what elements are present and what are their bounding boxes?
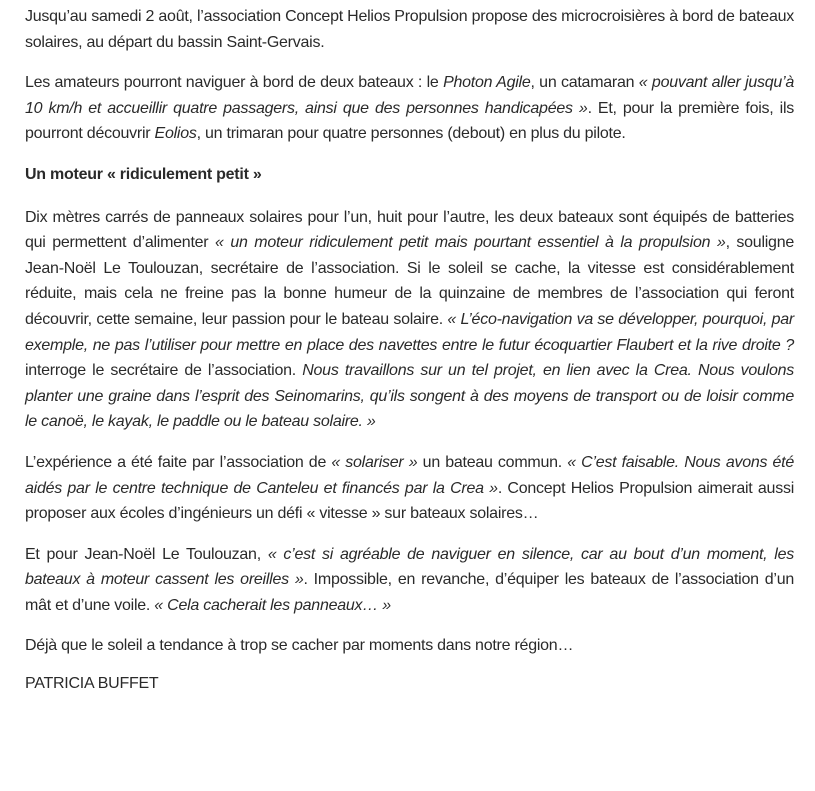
- section-heading: Un moteur « ridiculement petit »: [25, 165, 262, 183]
- italic-text-run: « Cela cacherait les panneaux… »: [154, 596, 391, 614]
- italic-text-run: « solariser »: [331, 453, 418, 471]
- italic-text-run: « un moteur ridiculement petit mais pourtant essentiel à la propulsion »: [215, 234, 726, 252]
- italic-text-run: Photon Agile: [443, 74, 531, 92]
- text-run: . Et, pour la première fois, ils pourront découvrir: [25, 99, 795, 143]
- text-run: L’expérience a été faite par l’association de: [25, 453, 332, 471]
- italic-text-run: « pouvant aller jusqu’à 10 km/h et accueillir quatre passagers, ainsi que des personnes handicapées »: [25, 74, 795, 117]
- text-run: un bateau commun.: [417, 453, 568, 471]
- text-run: interroge le secrétaire de l’association.: [25, 362, 303, 380]
- article-body: [25, 4, 794, 712]
- italic-text-run: Nous travaillons sur un tel projet, en lien avec la Crea. Nous voulons planter une graine dans l’esprit des Seinomarins, qu’ils songent à des moyens de transport ou de loisir comme le canoë, le kayak, le paddle ou le bateau solaire. »: [25, 362, 794, 431]
- text-run: Jusqu’au samedi 2 août, l’association Concept Helios Propulsion propose des microcroisières à bord de bateaux solaires, au départ du bassin Saint-Gervais.: [25, 8, 794, 51]
- paragraph-motor: [25, 205, 794, 435]
- text-run: . Concept Helios Propulsion aimerait aussi proposer aux écoles d’ingénieurs un défi « vitesse » sur bateaux solaires…: [25, 479, 794, 523]
- text-run: . Impossible, en revanche, d’équiper les bateaux de l’association d’un mât et d’une voile.: [25, 571, 795, 614]
- text-run: Et pour Jean-Noël Le Toulouzan,: [25, 545, 268, 563]
- italic-text-run: Eolios: [154, 125, 197, 143]
- text-run: , souligne Jean-Noël Le Toulouzan, secrétaire de l’association. Si le soleil se cache, la vitesse est considérablement réduite, mais cela ne freine pas la bonne humeur de la quinzaine de membres de l’association qui feront découvrir, cette semaine, leur passion pour le bateau solaire.: [25, 234, 795, 328]
- italic-text-run: « L’éco-navigation va se développer, pourquoi, par exemple, ne pas l’utiliser pour mettre en place des navettes entre le futur écoquartier Flaubert et la rive droite ?: [25, 310, 794, 354]
- paragraph-intro: [25, 4, 794, 55]
- paragraph-silence: [25, 542, 794, 619]
- italic-text-run: « c’est si agréable de naviguer en silence, car au bout d’un moment, les bateaux à moteur cassent les oreilles »: [25, 545, 794, 589]
- text-run: Déjà que le soleil a tendance à trop se cacher par moments dans notre région…: [25, 637, 574, 655]
- author-byline: PATRICIA BUFFET: [25, 675, 159, 693]
- text-run: , un trimaran pour quatre personnes (debout) en plus du pilote.: [196, 125, 626, 143]
- paragraph-experience: [25, 450, 794, 527]
- text-run: Les amateurs pourront naviguer à bord de deux bateaux : le: [25, 74, 444, 92]
- paragraph-closing: [25, 633, 794, 659]
- paragraph-boats: [25, 70, 794, 147]
- text-run: , un catamaran: [530, 74, 639, 92]
- italic-text-run: « C’est faisable. Nous avons été aidés par le centre technique de Canteleu et financés par la Crea »: [25, 453, 795, 497]
- text-run: Dix mètres carrés de panneaux solaires pour l’un, huit pour l’autre, les deux bateaux sont équipés de batteries qui permettent d’alimenter: [25, 208, 794, 252]
